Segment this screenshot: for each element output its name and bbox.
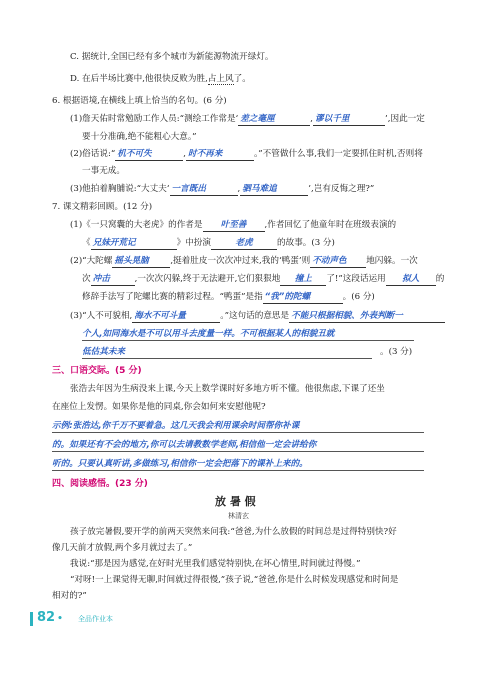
passage-author: 林清玄 <box>228 512 249 520</box>
q7-s2-line3 <box>82 292 375 304</box>
section3-answer-3: 听的。只要认真听讲,多做练习,相信你一定会把落下的课补上来的。 <box>52 459 424 471</box>
option-d-text: D. 在后半场比赛中,他很快反败为胜, <box>70 74 208 84</box>
q7-s3-answer-line3: 低估其未来 <box>82 347 372 359</box>
q6-s2-sep: , <box>183 149 186 159</box>
q7-s2-answer-6: “我”的陀螺 <box>263 292 343 304</box>
q7-s1-line2 <box>82 238 335 250</box>
passage-p3a: “对呀!一上课觉得无聊,时间就过得很慢,”孩子说,“爸爸,你是什么时候发现感觉和时间是 <box>70 575 399 585</box>
q6-s3-text: (3)他拍着胸脯说:“大丈夫‘ <box>70 184 170 194</box>
q6-s2 <box>70 149 423 161</box>
q6-s3-answer-2: 驷马难追 <box>240 184 308 196</box>
q7-s2-answer-2: 不动声色 <box>310 256 366 268</box>
q7-s1-end: ,作者回忆了他童年时在班级表演的 <box>264 220 397 230</box>
q6-s2-text: (2)俗话说:“ <box>70 149 116 159</box>
q7-s2-l2-end: 的 <box>435 274 445 284</box>
q7-s1-answer-author: 叶至善 <box>203 220 265 232</box>
book-name: 全品作业本 <box>78 615 113 623</box>
passage-p1a: 孩子放完暑假,要开学的前两天突然来问我:“爸爸,为什么放假的时间总是过得特别快?好 <box>70 527 397 537</box>
q7-s2-l2-text: 次 <box>82 274 91 284</box>
option-d <box>70 74 251 85</box>
section3-prompt-1: 张浩去年因为生病没来上课,今天上数学课时好多地方听不懂。他很焦虑,下课了还坐 <box>70 384 385 394</box>
passage-p3b: 相对的?” <box>52 591 87 601</box>
q6-s1 <box>70 114 425 126</box>
section3-answer-2: 的。如果还有不会的地方,你可以去请教数学老师,相信他一定会讲给你 <box>52 440 424 452</box>
q7-s2-answer-1: 摇头晃脑 <box>112 256 170 268</box>
q7-s2-mid: ,挺着肚皮一次次冲过来,我的‘鸭蛋’则 <box>170 256 311 266</box>
passage-p2: 我说:“那是因为感觉,在好时光里我们感觉特别快,在坏心情里,时间就过得慢。” <box>70 559 361 569</box>
q7-s2-l2-mid: ,一次次闪躲,终于无法避开,它们狠狠地 <box>134 274 281 284</box>
section3-prompt-2: 在座位上发愣。如果你是他的同桌,你会如何来安慰他呢? <box>52 402 266 412</box>
q7-s3-text: (3)“人不可貌相, <box>70 311 133 321</box>
q7-s2-answer-5: 拟人 <box>386 274 436 286</box>
q6-s1-sep: , <box>310 114 314 124</box>
q6-s3-answer-1: 一言既出 <box>170 184 238 196</box>
q7-s1-l2-text: 《 <box>82 238 91 248</box>
q7-s1-answer-play: 兄妹开荒记 <box>91 238 177 250</box>
q7-s1-l2-mid: 》中扮演 <box>176 238 211 248</box>
q7-s3-score: 。(3 分) <box>380 347 413 357</box>
q6-s2-line2: 一事无成。 <box>82 166 125 176</box>
q7-s3-answer-2: 不能只根据相貌、外表判断一 <box>289 311 445 323</box>
page-number <box>37 610 63 625</box>
q6-s3-end: ’,岂有反悔之理?” <box>308 184 375 194</box>
q7-s2-line2 <box>82 274 444 286</box>
q7-s3-answer-1: 海水不可斗量 <box>132 311 220 323</box>
q6-s1-answer-1: 差之毫厘 <box>238 114 310 126</box>
footer-accent-bar <box>30 612 33 626</box>
q7-s2-answer-3: 冲击 <box>91 274 135 286</box>
section3-heading: 三、口语交际。(5 分) <box>52 366 142 376</box>
q7-s1 <box>70 220 396 232</box>
section3-answer-1: 示例:张浩达,你千万不要着急。这几天我会利用课余时间帮你补课 <box>52 421 424 433</box>
q7-s2-l3-end: 。(6 分) <box>342 292 375 302</box>
page-number-dot: • <box>57 614 63 624</box>
q6-s3 <box>70 184 374 196</box>
q6-s1-line2: 要十分准确,绝不能粗心大意。” <box>82 132 197 142</box>
q6-heading: 6. 根据语境,在横线上填上恰当的名句。(6 分) <box>52 96 227 106</box>
q6-s2-answer-2: 时不再来 <box>186 149 254 161</box>
q7-heading: 7. 课文精彩回顾。(12 分) <box>52 202 153 212</box>
q7-s2-l2-mid2: 了!”这段话运用 <box>326 274 386 284</box>
q6-s1-text: (1)詹天佑时常勉励工作人员:“测绘工作常是‘ <box>70 114 239 124</box>
q7-s3-answer-line2: 个人,如同海水是不可以用斗去度量一样。不可根据某人的相貌丑就 <box>82 329 414 341</box>
q7-s3-mid: 。”这句话的意思是 <box>220 311 290 321</box>
q7-s1-answer-role: 老虎 <box>211 238 277 250</box>
q7-s3 <box>70 311 445 323</box>
q6-s1-end: ’,因此一定 <box>385 114 425 124</box>
passage-title: 放 暑 假 <box>215 495 256 508</box>
q6-s2-answer-1: 机不可失 <box>115 149 183 161</box>
q6-s2-end: 。”不管做什么事,我们一定要抓住时机,否则将 <box>253 149 423 159</box>
page-number-value: 82 <box>37 610 56 625</box>
q7-s1-text: (1)《一只窝囊的大老虎》的作者是 <box>70 220 203 230</box>
option-d-end: 了。 <box>233 74 251 84</box>
option-c: C. 据统计,全国已经有多个城市为新能源物流开绿灯。 <box>70 52 274 62</box>
q7-s2-l3-text: 修辞手法写了陀螺比赛的精彩过程。“鸭蛋”是指 <box>82 292 263 302</box>
section4-heading: 四、阅读感悟。(23 分) <box>52 479 148 489</box>
q7-s2 <box>70 256 418 268</box>
q6-s3-sep: , <box>237 184 241 194</box>
option-d-highlight: 占上风 <box>207 74 234 84</box>
passage-p1b: 像几天前才放假,两个多月就过去了。” <box>52 543 193 553</box>
q7-s2-answer-4: 撞上 <box>280 274 326 286</box>
q7-s2-text: (2)“大陀螺 <box>70 256 113 266</box>
q7-s2-end: 地闪躲。一次 <box>366 256 418 266</box>
q7-s1-l2-end: 的故事。(3 分) <box>277 238 335 248</box>
q6-s1-answer-2: 谬以千里 <box>313 114 385 126</box>
